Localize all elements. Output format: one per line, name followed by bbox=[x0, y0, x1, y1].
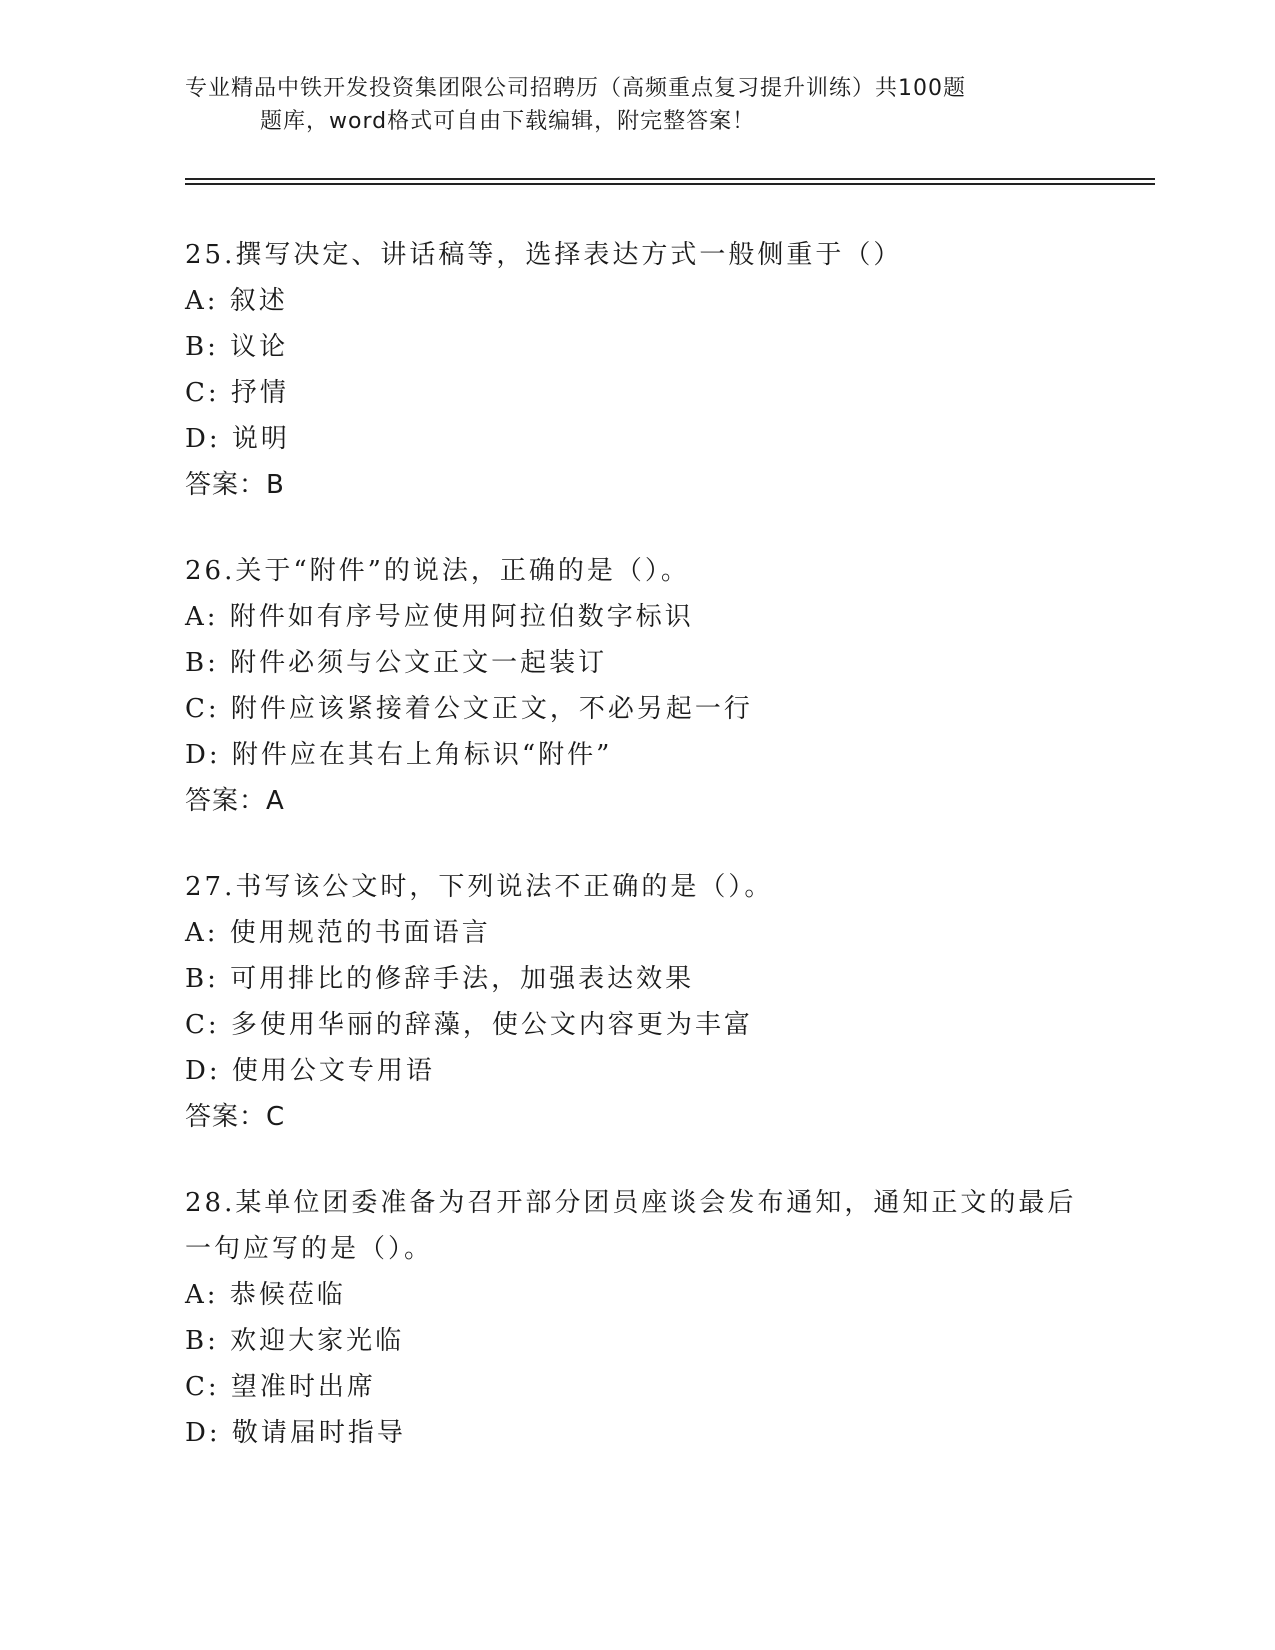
answer-label: 答案：B bbox=[185, 470, 285, 500]
header-title-line1: 专业精品中铁开发投资集团限公司招聘历（高频重点复习提升训练）共100题 bbox=[185, 76, 966, 101]
option-d: D: 附件应在其右上角标识“附件” bbox=[185, 740, 613, 770]
question-25 bbox=[185, 232, 1085, 508]
option-a: A: 附件如有序号应使用阿拉伯数字标识 bbox=[185, 602, 694, 632]
option-c: C: 附件应该紧接着公文正文，不必另起一行 bbox=[185, 694, 753, 724]
header-title-line2: 题库，word格式可自由下载编辑，附完整答案！ bbox=[260, 109, 756, 134]
question-list bbox=[185, 232, 1085, 1496]
header-divider-bottom bbox=[185, 183, 1155, 185]
question-text: 27.书写该公文时，下列说法不正确的是（）。 bbox=[185, 872, 774, 902]
option-d: D: 说明 bbox=[185, 424, 290, 454]
option-c: C: 望准时出席 bbox=[185, 1372, 376, 1402]
answer-label: 答案：A bbox=[185, 786, 285, 816]
question-text: 28.某单位团委准备为召开部分团员座谈会发布通知，通知正文的最后一句应写的是（）。 bbox=[185, 1188, 1077, 1264]
question-text: 26.关于“附件”的说法，正确的是（）。 bbox=[185, 556, 690, 586]
option-a: A: 恭候莅临 bbox=[185, 1280, 346, 1310]
option-c: C: 多使用华丽的辞藻，使公文内容更为丰富 bbox=[185, 1010, 753, 1040]
answer-label: 答案：C bbox=[185, 1102, 286, 1132]
question-27 bbox=[185, 864, 1085, 1140]
question-text: 25.撰写决定、讲话稿等，选择表达方式一般侧重于（） bbox=[185, 240, 903, 270]
question-28 bbox=[185, 1180, 1085, 1456]
option-a: A: 使用规范的书面语言 bbox=[185, 918, 491, 948]
option-b: B: 可用排比的修辞手法，加强表达效果 bbox=[185, 964, 695, 994]
option-b: B: 议论 bbox=[185, 332, 289, 362]
option-a: A: 叙述 bbox=[185, 286, 288, 316]
option-d: D: 使用公文专用语 bbox=[185, 1056, 435, 1086]
option-b: B: 欢迎大家光临 bbox=[185, 1326, 405, 1356]
option-d: D: 敬请届时指导 bbox=[185, 1418, 406, 1448]
header-divider-top bbox=[185, 178, 1155, 180]
document-header bbox=[185, 72, 1045, 138]
option-c: C: 抒情 bbox=[185, 378, 289, 408]
option-b: B: 附件必须与公文正文一起装订 bbox=[185, 648, 608, 678]
question-26 bbox=[185, 548, 1085, 824]
